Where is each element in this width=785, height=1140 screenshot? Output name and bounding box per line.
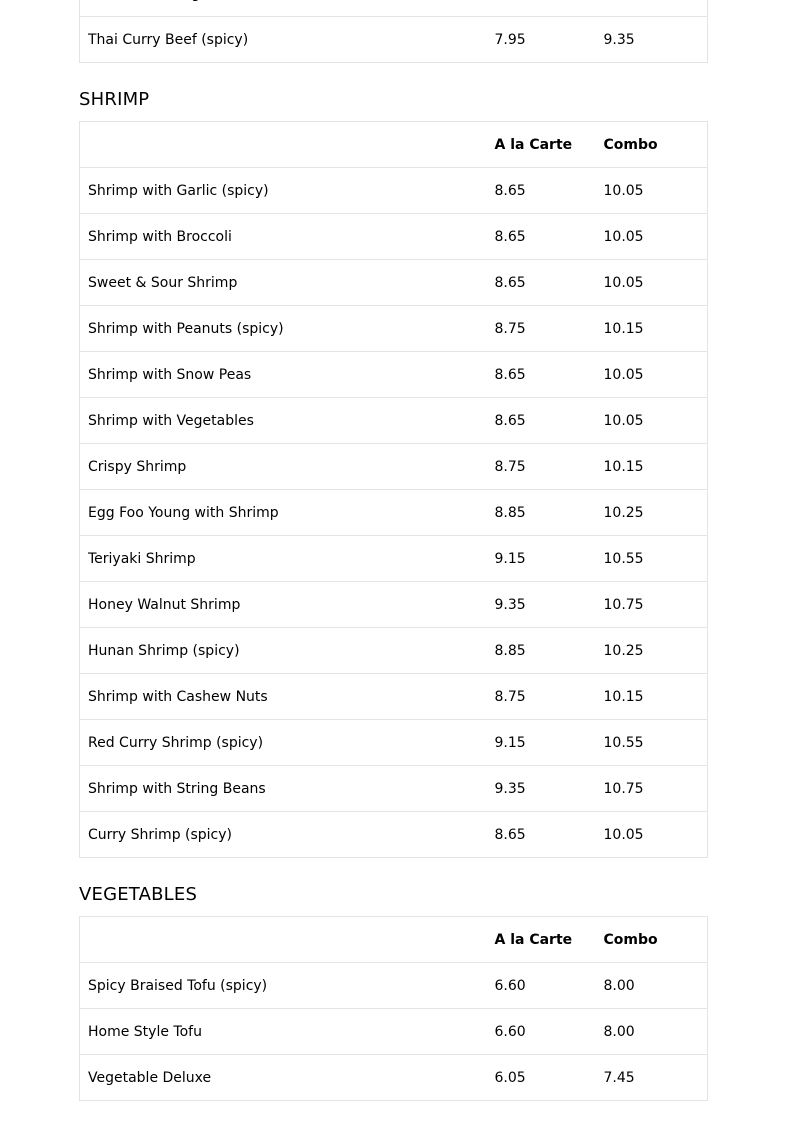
- item-name: Egg Foo Young with Shrimp: [80, 490, 487, 536]
- a-la-carte-price: 8.65: [487, 812, 596, 858]
- combo-price: 9.35: [596, 17, 708, 63]
- table-row: [80, 628, 708, 674]
- combo-price: 10.05: [596, 260, 708, 306]
- a-la-carte-price: 8.65: [487, 260, 596, 306]
- shrimp-rows: [80, 168, 708, 858]
- a-la-carte-price: 8.75: [487, 444, 596, 490]
- combo-price: 10.15: [596, 674, 708, 720]
- table-row: [80, 536, 708, 582]
- table-row: [80, 398, 708, 444]
- a-la-carte-price: 9.35: [487, 582, 596, 628]
- item-name: Shrimp with Peanuts (spicy): [80, 306, 487, 352]
- a-la-carte-price: [487, 0, 596, 17]
- menu-content: [79, 0, 707, 1101]
- item-name: Crispy Shrimp: [80, 444, 487, 490]
- combo-price: 10.15: [596, 306, 708, 352]
- item-column-header: [80, 122, 487, 168]
- combo-price: 7.45: [596, 1055, 708, 1101]
- combo-price: 10.25: [596, 490, 708, 536]
- a-la-carte-price: 8.65: [487, 398, 596, 444]
- a-la-carte-price: 7.95: [487, 17, 596, 63]
- combo-price: 10.55: [596, 720, 708, 766]
- combo-price: 10.05: [596, 812, 708, 858]
- item-name: Teriyaki Shrimp: [80, 536, 487, 582]
- combo-column-header: Combo: [596, 122, 708, 168]
- table-row: [80, 0, 708, 17]
- a-la-carte-price: 6.60: [487, 963, 596, 1009]
- combo-price: 10.05: [596, 214, 708, 260]
- item-name: Curry Shrimp (spicy): [80, 812, 487, 858]
- vegetables-rows: [80, 963, 708, 1101]
- item-name: Shrimp with Garlic (spicy): [80, 168, 487, 214]
- item-name: Shrimp with Cashew Nuts: [80, 674, 487, 720]
- item-name: Vegetable Deluxe: [80, 1055, 487, 1101]
- beef-table: [79, 0, 708, 63]
- a-la-carte-price: 8.75: [487, 674, 596, 720]
- table-header-row: [80, 917, 708, 963]
- a-la-carte-price: 8.85: [487, 628, 596, 674]
- table-row: [80, 17, 708, 63]
- table-row: [80, 490, 708, 536]
- table-row: [80, 766, 708, 812]
- combo-price: 10.05: [596, 168, 708, 214]
- table-row: [80, 444, 708, 490]
- item-name: Honey Walnut Shrimp: [80, 582, 487, 628]
- table-row: [80, 168, 708, 214]
- section-title-shrimp: SHRIMP: [79, 89, 150, 110]
- a-la-carte-price: 9.15: [487, 536, 596, 582]
- a-la-carte-price: 8.65: [487, 214, 596, 260]
- a-la-carte-price: 8.65: [487, 352, 596, 398]
- combo-price: 10.75: [596, 766, 708, 812]
- a-la-carte-price: 9.15: [487, 720, 596, 766]
- a-la-carte-column-header: A la Carte: [487, 917, 596, 963]
- a-la-carte-price: 8.65: [487, 168, 596, 214]
- section-title-vegetables: VEGETABLES: [79, 884, 198, 905]
- item-name: Red Curry Shrimp (spicy): [80, 720, 487, 766]
- item-name: Thai Curry Beef (spicy): [80, 17, 487, 63]
- table-row: [80, 674, 708, 720]
- table-header-row: [80, 122, 708, 168]
- a-la-carte-price: 8.75: [487, 306, 596, 352]
- table-row: [80, 1009, 708, 1055]
- item-name: Shrimp with Snow Peas: [80, 352, 487, 398]
- combo-price: 8.00: [596, 1009, 708, 1055]
- a-la-carte-price: 6.60: [487, 1009, 596, 1055]
- combo-column-header: Combo: [596, 917, 708, 963]
- a-la-carte-price: 9.35: [487, 766, 596, 812]
- item-name: Spicy Braised Tofu (spicy): [80, 963, 487, 1009]
- table-row: [80, 812, 708, 858]
- table-row: [80, 582, 708, 628]
- item-name: Hunan Shrimp (spicy): [80, 628, 487, 674]
- shrimp-table: [79, 121, 708, 858]
- table-row: [80, 260, 708, 306]
- item-column-header: [80, 917, 487, 963]
- combo-price: 10.05: [596, 352, 708, 398]
- table-row: [80, 352, 708, 398]
- combo-price: 10.55: [596, 536, 708, 582]
- a-la-carte-column-header: A la Carte: [487, 122, 596, 168]
- combo-price: 10.15: [596, 444, 708, 490]
- item-name: Shrimp with Vegetables: [80, 398, 487, 444]
- item-name: Home Style Tofu: [80, 1009, 487, 1055]
- combo-price: 10.05: [596, 398, 708, 444]
- item-name: [80, 0, 487, 17]
- combo-price: [596, 0, 708, 17]
- vegetables-table: [79, 916, 708, 1101]
- a-la-carte-price: 8.85: [487, 490, 596, 536]
- item-name: Sweet & Sour Shrimp: [80, 260, 487, 306]
- item-name: Shrimp with String Beans: [80, 766, 487, 812]
- combo-price: 10.25: [596, 628, 708, 674]
- table-row: [80, 963, 708, 1009]
- combo-price: 8.00: [596, 963, 708, 1009]
- a-la-carte-price: 6.05: [487, 1055, 596, 1101]
- table-row: [80, 720, 708, 766]
- table-row: [80, 1055, 708, 1101]
- table-row: [80, 306, 708, 352]
- table-row: [80, 214, 708, 260]
- combo-price: 10.75: [596, 582, 708, 628]
- item-name: Shrimp with Broccoli: [80, 214, 487, 260]
